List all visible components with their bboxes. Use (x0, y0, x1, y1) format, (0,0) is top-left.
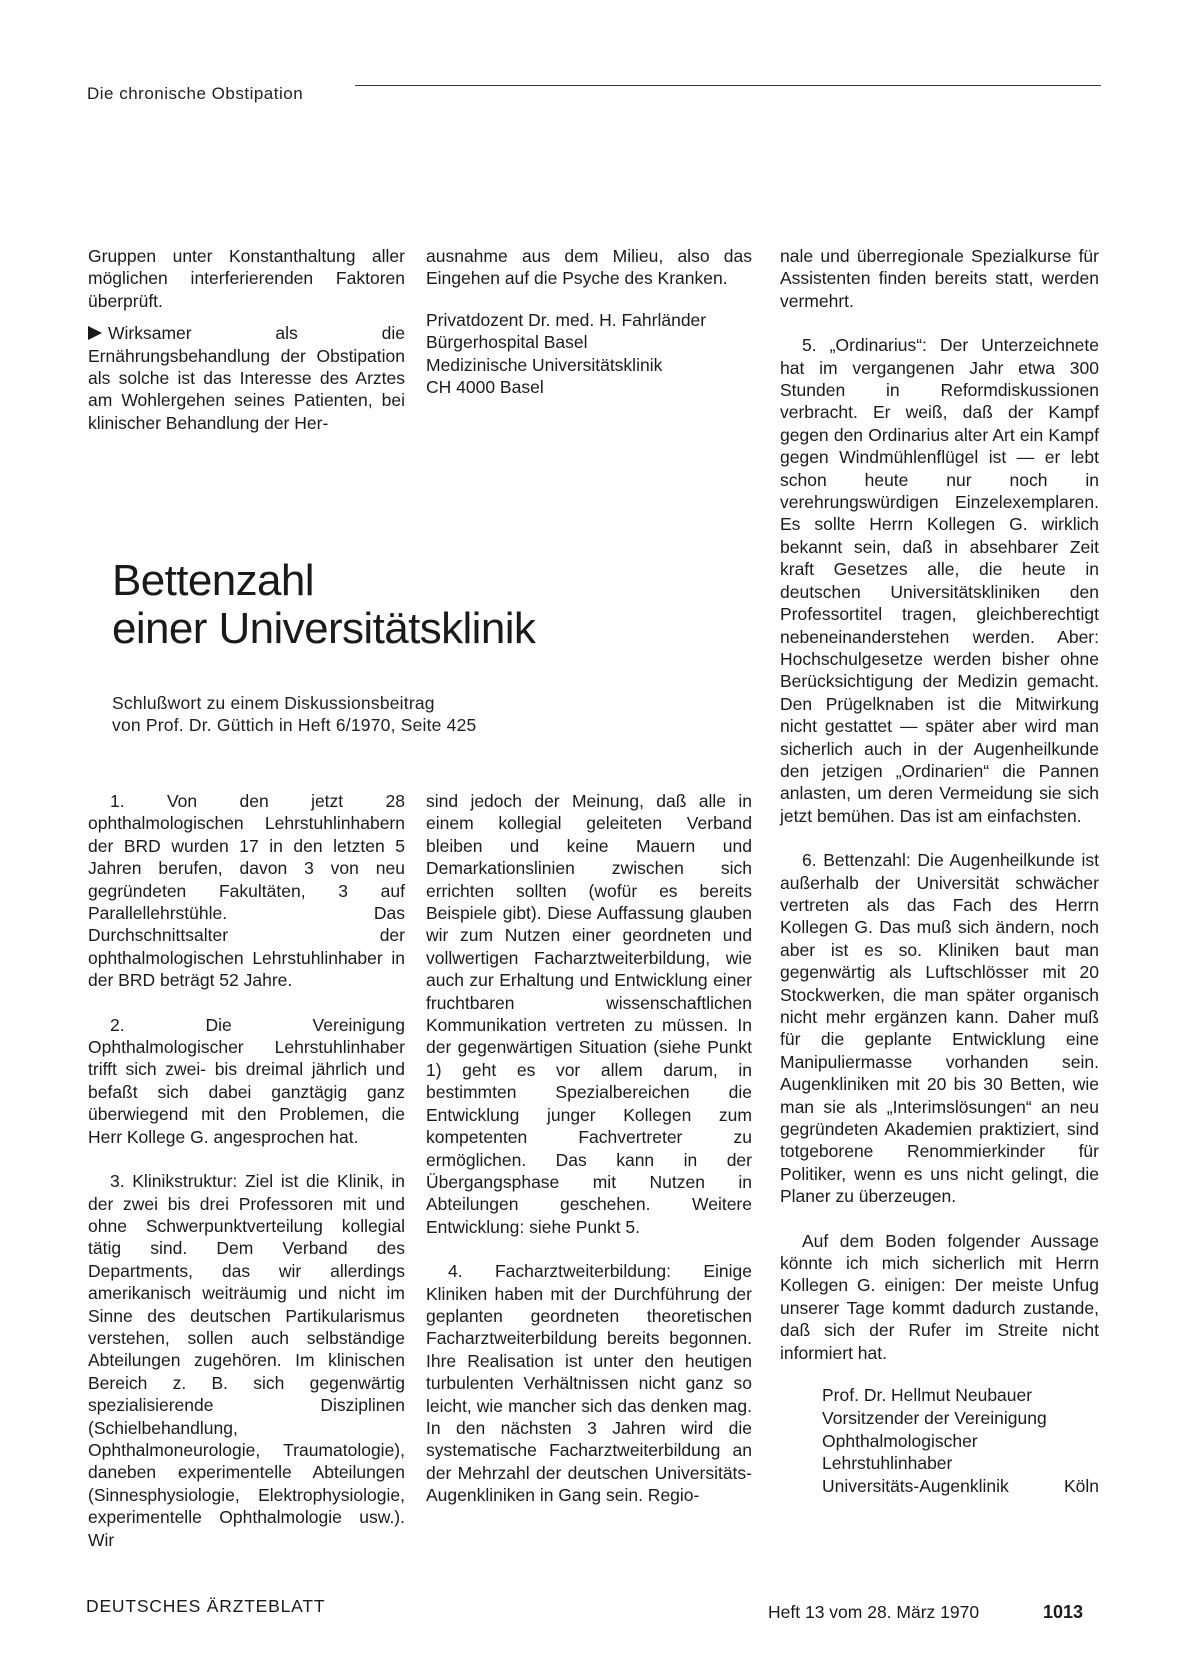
paragraph: 2. Die Vereinigung Ophthalmologischer Lehrstuhlinhaber trifft sich zwei- bis dreimal jährlich und befaßt sich dabei ganztägig ganz überwiegend mit den Problemen, die Herr Kollege G. angesprochen hat. (88, 1014, 405, 1147)
signature-block: Prof. Dr. Hellmut Neubauer Vorsitzender der Vereinigung Ophthalmologischer Lehrstuhlinhaber Universitäts-Augenklinik Köln (822, 1385, 1099, 1497)
paragraph: 3. Klinikstruktur: Ziel ist die Klinik, in der zwei bis drei Professoren mit und ohne Schwerpunktverteilung kollegial tätig sind. Dem Verband des Departments, das wir allerdings amerikanisch weiträumig und nicht im Sinne des deutschen Partikularismus verstehen, sollen auch selbständige Abteilungen zugehören. Im klinischen Bereich z. B. sich gegenwärtig spezialisierende Disziplinen (Schielbehandlung, Ophthalmoneurologie, Traumatologie), daneben experimentelle Abteilungen (Sinnesphysiologie, Elektrophysiologie, experimentelle Ophthalmologie usw.). Wir (88, 1171, 405, 1550)
paragraph: nale und überregionale Spezialkurse für Assistenten finden bereits statt, werden vermehrt. (780, 246, 1099, 311)
paragraph: 5. „Ordinarius“: Der Unterzeichnete hat im vergangenen Jahr etwa 300 Stunden in Reformdiskussionen verbracht. Er weiß, daß der Kampf gegen den Ordinarius alter Art ein Kampf gegen Windmühlenflügel ist — er lebt schon heute nur noch in verehrungswürdigen Einzelexemplaren. Es sollte Herrn Kollegen G. wirklich bekannt sein, daß in absehbarer Zeit kraft Gesetzes alle, die heute in deutschen Universitätskliniken den Professortitel tragen, gleichberechtigt nebeneinanderstehen werden. Aber: Hochschulgesetze werden bisher ohne Berücksichtigung der Medizin gemacht. Den Prügelknaben ist die Mitwirkung nicht gestattet — später aber wird man sicherlich auch in der Augenheilkunde den jetzigen „Ordinarien“ die Pannen anlasten, um deren Vermeidung sie sich jetzt bemühen. Das ist am einfachsten. (780, 335, 1099, 826)
paragraph: Wirksamer als die Ernährungsbehandlung der Obstipation als solche ist das Interesse des Arztes am Wohlergehen seines Patienten, bei klinischer Behandlung der Her- (88, 323, 405, 433)
paragraph: Auf dem Boden folgender Aussage könnte ich mich sicherlich mit Herrn Kollegen G. einigen: Der meiste Unfug unserer Tage kommt dadurch zustande, daß sich der Rufer im Streite nicht informiert hat. (780, 1230, 1099, 1363)
paragraph: ausnahme aus dem Milieu, also das Eingehen auf die Psyche des Kranken. (426, 246, 752, 289)
article-subtitle: Schlußwort zu einem Diskussionsbeitrag von Prof. Dr. Güttich in Heft 6/1970, Seite 425 (112, 693, 477, 735)
article-col1 (88, 790, 405, 1551)
triangle-bullet-icon (88, 326, 102, 340)
author-address: Privatdozent Dr. med. H. Fahrländer Bürgerhospital Basel Medizinische Universitätsklinik CH 4000 Basel (426, 309, 707, 398)
running-header: Die chronische Obstipation (87, 84, 304, 103)
article-col3 (780, 245, 1099, 1498)
signature-institution: Universitäts-Augenklinik Köln (822, 1476, 1099, 1497)
prev-article-col2 (426, 245, 752, 398)
paragraph: 6. Bettenzahl: Die Augenheilkunde ist außerhalb der Universität schwächer vertreten als das Fach des Herrn Kollegen G. Das muß sich ändern, noch aber ist es so. Kliniken baut man gegenwärtig als Luftschlösser mit 20 Stockwerken, die man später organisch nicht mehr ergänzen kann. Daher muß für die geplante Entwicklung eine Manipuliermasse vorhanden sein. Augenkliniken mit 20 bis 30 Betten, wie man sie als „Interimslösungen“ an neu gegründeten Akademien praktiziert, sind totgeborene Renommierkinder für Politiker, wenn es uns nicht gelingt, die Planer zu überzeugen. (780, 850, 1099, 1207)
journal-name: DEUTSCHES ÄRZTEBLATT (86, 1596, 326, 1616)
paragraph: Gruppen unter Konstanthaltung aller möglichen interferierenden Faktoren überprüft. (88, 246, 405, 311)
article-col2 (426, 790, 752, 1507)
paragraph: 1. Von den jetzt 28 ophthalmologischen Lehrstuhlinhabern der BRD wurden 17 in den letzten 5 Jahren berufen, davon 3 von neu gegründeten Fakultäten, 3 auf Parallellehrstühle. Das Durchschnittsalter der ophthalmologischen Lehrstuhlinhaber in der BRD beträgt 52 Jahre. (88, 791, 405, 991)
article-title: Bettenzahl einer Universitätsklinik (112, 556, 536, 653)
header-rule (355, 85, 1101, 86)
page-number: 1013 (1043, 1602, 1084, 1622)
paragraph: 4. Facharztweiterbildung: Einige Kliniken haben mit der Durchführung der geplanten geordneten theoretischen Facharztweiterbildung bereits begonnen. Ihre Realisation ist unter den heutigen turbulenten Verhältnissen nicht ganz so leicht, wie mancher sich das denken mag. In den nächsten 3 Jahren wird die systematische Facharztweiterbildung an der Mehrzahl der deutschen Universitäts-Augenkliniken in Gang sein. Regio- (426, 1261, 752, 1506)
paragraph: sind jedoch der Meinung, daß alle in einem kollegial geleiteten Verband bleiben und keine Mauern und Demarkationslinien zwischen sich errichten sollten (wofür es bereits Beispiele gibt). Diese Auffassung glauben wir zum Nutzen einer geordneten und vollwertigen Facharztweiterbildung, wie auch zur Erhaltung und Entwicklung einer fruchtbaren wissenschaftlichen Kommunikation vertreten zu müssen. In der gegenwärtigen Situation (siehe Punkt 1) geht es vor allem darum, in bestimmten Spezialbereichen die Entwicklung junger Kollegen zum kompetenten Fachvertreter zu ermöglichen. Das kann in der Übergangsphase mit Nutzen in Abteilungen geschehen. Weitere Entwicklung: siehe Punkt 5. (426, 791, 752, 1237)
issue-info: Heft 13 vom 28. März 1970 (768, 1602, 980, 1622)
prev-article-col1 (88, 245, 405, 434)
